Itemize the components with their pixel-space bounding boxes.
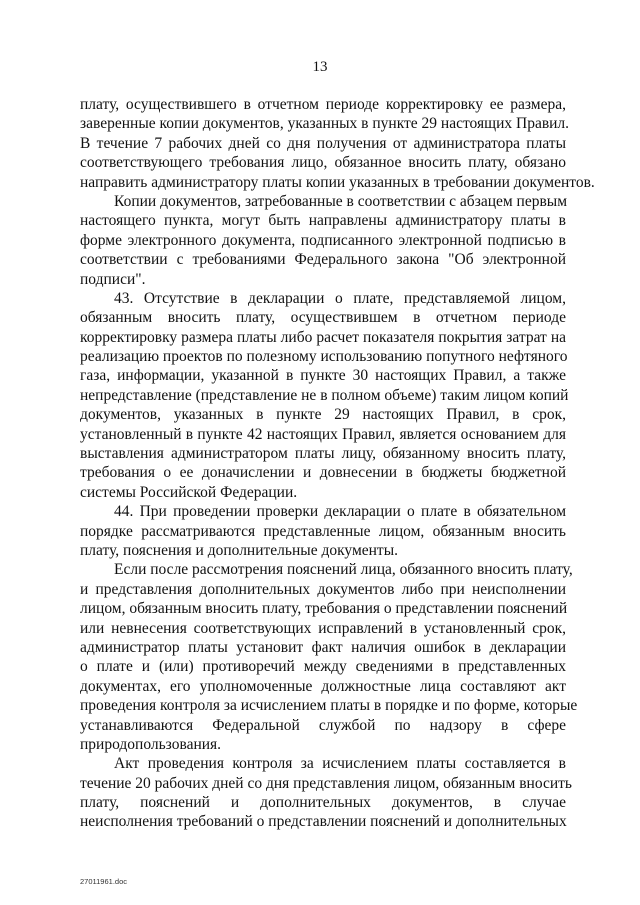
text-line: плату, пояснений и дополнительных документов, в случае: [80, 794, 566, 812]
text-line: В течение 7 рабочих дней со дня получения от администратора платы: [80, 134, 566, 152]
text-line: направить администратору платы копии указанных в требовании документов.: [80, 173, 595, 191]
text-line: неисполнения требований о представлении пояснений и дополнительных: [80, 813, 567, 831]
text-line: администратор платы установит факт наличия ошибок в декларации: [80, 638, 566, 656]
text-line: проведения контроля за исчислением платы в порядке и по форме, которые: [80, 697, 578, 715]
text-line: 43. Отсутствие в декларации о плате, представляемой лицом,: [114, 289, 566, 307]
text-line: заверенные копии документов, указанных в пункте 29 настоящих Правил.: [80, 115, 570, 133]
text-line: реализацию проектов по полезному использованию попутного нефтяного: [80, 348, 568, 366]
page-number: 13: [312, 59, 328, 75]
text-line: соответствии с требованиями Федерального закона "Об электронной: [80, 251, 566, 269]
document-body: [80, 95, 595, 832]
text-line: газа, информации, указанной в пункте 30 настоящих Правил, а также: [80, 367, 566, 385]
text-line: течение 20 рабочих дней со дня представления лицом, обязанным вносить: [80, 774, 572, 792]
text-line: форме электронного документа, подписанного электронной подписью в: [80, 231, 566, 249]
text-line: требования о ее доначислении и довнесении в бюджеты бюджетной: [80, 464, 566, 482]
text-line: или невнесения соответствующих исправлений в установленный срок,: [80, 619, 566, 637]
text-line: корректировку размера платы либо расчет показателя покрытия затрат на: [80, 328, 566, 346]
document-file-code: 27011961.doc: [80, 877, 127, 886]
text-line: документов, указанных в пункте 29 настоящих Правил, в срок,: [80, 406, 566, 424]
text-line: лицом, обязанным вносить плату, требования о представлении пояснений: [80, 600, 568, 618]
text-line: и представления дополнительных документов либо при неисполнении: [80, 580, 566, 598]
text-line: плату, осуществившего в отчетном периоде корректировку ее размера,: [80, 96, 566, 113]
text-line: обязанным вносить плату, осуществившем в отчетном периоде: [80, 309, 566, 327]
text-line: непредставление (представление не в полном объеме) таким лицом копий: [80, 386, 569, 404]
text-line: порядке рассматриваются представленные лицом, обязанным вносить: [80, 522, 566, 540]
text-line: подписи".: [80, 270, 146, 288]
text-line: соответствующего требования лицо, обязанное вносить плату, обязано: [80, 154, 566, 172]
text-line: Если после рассмотрения пояснений лица, обязанного вносить плату,: [114, 561, 573, 579]
text-line: выставления администратором платы лицу, обязанному вносить плату,: [80, 445, 566, 463]
text-line: плату, пояснения и дополнительные документы.: [80, 541, 398, 559]
text-line: устанавливаются Федеральной службой по надзору в сфере: [80, 716, 566, 734]
text-line: о плате и (или) противоречий между сведениями в представленных: [80, 658, 566, 676]
text-line: настоящего пункта, могут быть направлены администратору платы в: [80, 212, 566, 230]
text-line: установленный в пункте 42 настоящих Правил, является основанием для: [80, 425, 566, 443]
text-line: природопользования.: [80, 735, 222, 753]
text-line: системы Российской Федерации.: [80, 483, 298, 501]
text-line: 44. При проведении проверки декларации о плате в обязательном: [114, 503, 566, 521]
text-line: Копии документов, затребованные в соответствии с абзацем первым: [114, 192, 568, 210]
text-line: Акт проведения контроля за исчислением платы составляется в: [114, 755, 566, 773]
text-line: документах, его уполномоченные должностные лица составляют акт: [80, 677, 566, 695]
